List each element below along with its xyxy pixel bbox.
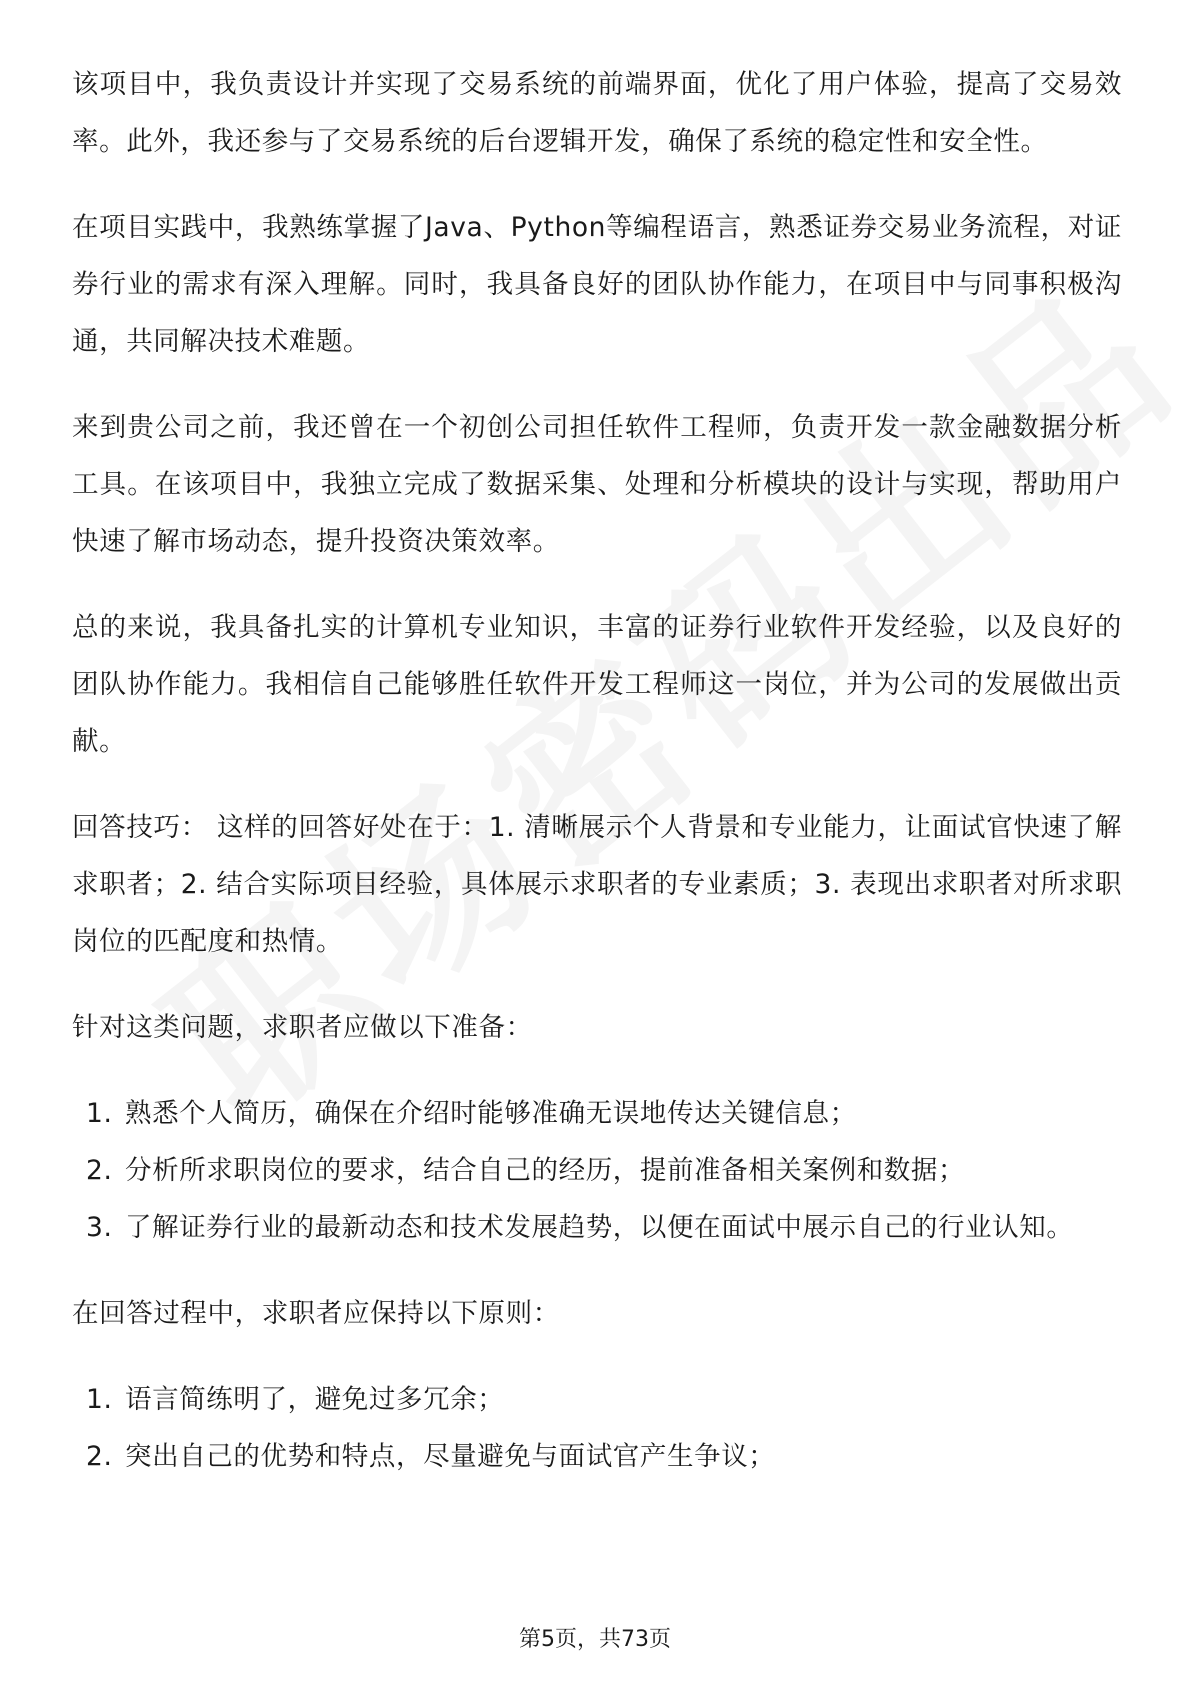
list-item-text: 语言简练明了，避免过多冗余；	[125, 1384, 505, 1415]
prep-list	[72, 1085, 1122, 1256]
principle-list	[72, 1371, 1122, 1485]
paragraph-previous-job: 来到贵公司之前，我还曾在一个初创公司担任软件工程师，负责开发一款金融数据分析工具。在该项目中，我独立完成了数据采集、处理和分析模块的设计与实现，帮助用户快速了解市场动态，提升投资决策效率。	[72, 412, 1122, 557]
prep-heading: 针对这类问题，求职者应做以下准备：	[72, 1012, 533, 1043]
list-item	[72, 1142, 1122, 1199]
list-item-number: 1.	[86, 1384, 113, 1415]
paragraph-skills: 在项目实践中，我熟练掌握了Java、Python等编程语言，熟悉证券交易业务流程，对证券行业的需求有深入理解。同时，我具备良好的团队协作能力，在项目中与同事积极沟通，共同解决技术难题。	[72, 212, 1122, 357]
paragraph-answer-tips: 回答技巧： 这样的回答好处在于：1. 清晰展示个人背景和专业能力，让面试官快速了解求职者；2. 结合实际项目经验，具体展示求职者的专业素质；3. 表现出求职者对所求职岗位的匹配度和热情。	[72, 812, 1122, 957]
list-item	[72, 1428, 1122, 1485]
list-item	[72, 1199, 1122, 1256]
list-item-number: 3.	[86, 1212, 113, 1243]
page-number-footer: 第5页，共73页	[519, 1627, 671, 1652]
list-item-text: 突出自己的优势和特点，尽量避免与面试官产生争议；	[125, 1441, 776, 1472]
list-item	[72, 1085, 1122, 1142]
list-item-number: 2.	[86, 1441, 113, 1472]
paragraph-project-role: 该项目中，我负责设计并实现了交易系统的前端界面，优化了用户体验，提高了交易效率。此外，我还参与了交易系统的后台逻辑开发，确保了系统的稳定性和安全性。	[72, 69, 1122, 157]
list-item-text: 熟悉个人简历，确保在介绍时能够准确无误地传达关键信息；	[125, 1098, 857, 1129]
page-content	[72, 56, 1122, 1514]
list-item-number: 1.	[86, 1098, 113, 1129]
paragraph-summary: 总的来说，我具备扎实的计算机专业知识，丰富的证券行业软件开发经验，以及良好的团队协作能力。我相信自己能够胜任软件开发工程师这一岗位，并为公司的发展做出贡献。	[72, 612, 1122, 757]
list-item-text: 了解证券行业的最新动态和技术发展趋势，以便在面试中展示自己的行业认知。	[125, 1212, 1074, 1243]
list-item-number: 2.	[86, 1155, 113, 1186]
principle-heading: 在回答过程中，求职者应保持以下原则：	[72, 1298, 560, 1329]
list-item	[72, 1371, 1122, 1428]
list-item-text: 分析所求职岗位的要求，结合自己的经历，提前准备相关案例和数据；	[125, 1155, 966, 1186]
